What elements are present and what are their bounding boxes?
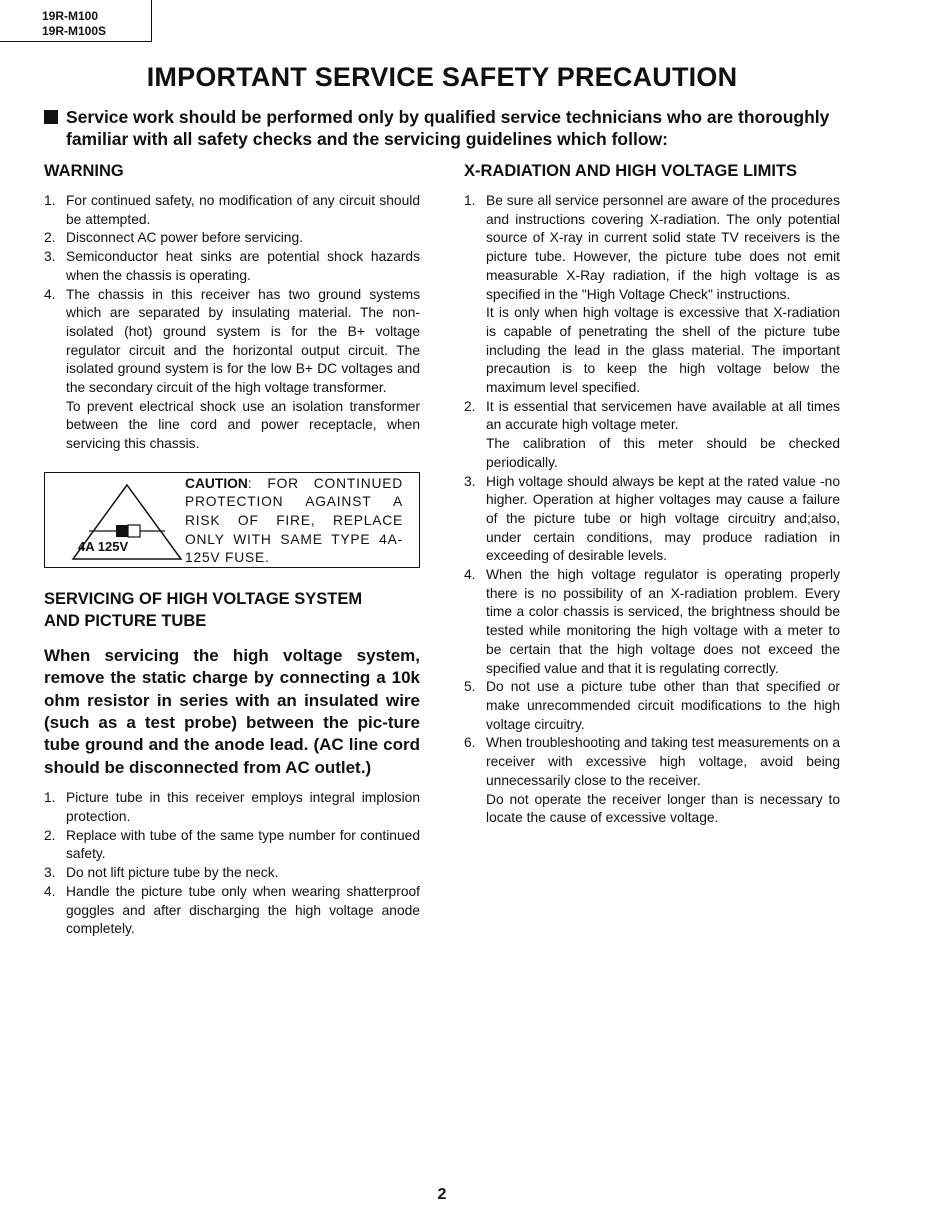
intro-statement	[44, 106, 844, 150]
square-bullet-icon	[44, 110, 58, 124]
list-item-number: 2.	[464, 398, 476, 414]
caution-label: CAUTION	[185, 475, 248, 491]
list-item-number: 6.	[464, 735, 476, 751]
warning-list	[44, 192, 420, 454]
list-item	[44, 229, 420, 248]
list-item-text: Do not operate the receiver longer than is necessary to locate the cause of excessive voltage.	[486, 791, 840, 826]
page-number: 2	[437, 1186, 447, 1203]
list-item	[44, 286, 420, 454]
list-item	[44, 883, 420, 939]
list-item-text: The calibration of this meter should be checked periodically.	[486, 436, 840, 470]
list-item	[44, 192, 420, 229]
list-item-text: Do not lift picture tube by the neck.	[66, 865, 279, 881]
left-column	[44, 160, 420, 939]
list-item-number: 5.	[464, 679, 476, 695]
list-item-number: 1.	[464, 193, 476, 208]
list-item-number: 4.	[44, 883, 56, 899]
list-item-text: It is essential that servicemen have available at all times an accurate high voltage meter.	[486, 398, 840, 433]
list-item-text: High voltage should always be kept at the rated value -no higher. Operation at higher voltages may cause a failure of the picture tube or high voltage circuitry and;also, under certain conditions, may produce radiation in exceeding of desirable levels.	[486, 473, 840, 564]
list-item	[44, 789, 420, 826]
list-item	[464, 678, 840, 734]
list-item	[464, 398, 840, 473]
list-item	[464, 473, 840, 567]
model-number: 19R-M100S	[42, 24, 107, 38]
list-item-text: Disconnect AC power before servicing.	[66, 230, 303, 246]
model-number-box	[0, 0, 152, 42]
list-item	[44, 827, 420, 864]
caution-box	[44, 472, 420, 568]
list-item-number: 4.	[44, 286, 56, 302]
list-item-number: 3.	[464, 473, 476, 489]
list-item-text: The chassis in this receiver has two ground systems which are separated by insulating material. The non-isolated (hot) ground system is for the B+ voltage regulator circuit and the horizontal output circuit. The isolated ground system is for the low B+ DC voltages and the secondary circuit of the high voltage transformer.	[66, 286, 420, 396]
list-item-text: Handle the picture tube only when wearing shatterproof goggles and after discharging the high voltage anode completely.	[66, 883, 420, 937]
caution-body: : FOR CONTINUED PROTECTION AGAINST A RISK OF FIRE, REPLACE ONLY WITH SAME TYPE 4A-125V FUSE.	[185, 475, 403, 566]
xradiation-heading: X-RADIATION AND HIGH VOLTAGE LIMITS	[464, 162, 798, 180]
picture-tube-list	[44, 789, 420, 939]
right-column	[464, 160, 840, 828]
list-item-number: 2.	[44, 827, 56, 843]
list-item	[464, 734, 840, 828]
static-discharge-instruction: When servicing the high voltage system, remove the static charge by connecting a 10k ohm resistor in series with an insulated wire (such as a test probe) between the pic-ture tube ground and the anode lead. (AC line cord should be disconnected from AC outlet.)	[44, 645, 420, 777]
list-item	[44, 248, 420, 285]
list-item-text: Do not use a picture tube other than that specified or make unrecommended circuit modifications to the high voltage circuitry.	[486, 679, 840, 732]
caution-text	[185, 475, 403, 568]
list-item	[44, 864, 420, 883]
list-item-number: 4.	[464, 567, 476, 583]
list-item-text: Picture tube in this receiver employs integral implosion protection.	[66, 790, 420, 824]
list-item-text: Be sure all service personnel are aware of the procedures and instructions covering X-radiation. The only potential source of X-ray in current solid state TV receivers is the picture tube. However, the picture tube does not emit measurable X-Ray radiation, if the high voltage is as specified in the "High Voltage Check" instructions.	[486, 193, 840, 302]
list-item-number: 2.	[44, 230, 56, 246]
fuse-rating-label: 4A 125V	[78, 538, 129, 554]
list-item-text: To prevent electrical shock use an isolation transformer between the line cord and power receptacle, when servicing this chassis.	[66, 398, 420, 452]
list-item-text: Semiconductor heat sinks are potential shock hazards when the chassis is operating.	[66, 249, 420, 283]
model-number: 19R-M100	[42, 9, 99, 23]
warning-heading: WARNING	[44, 162, 124, 180]
hv-service-heading	[44, 588, 420, 632]
list-item-text: It is only when high voltage is excessive that X-radiation is capable of penetrating the shell of the picture tube including the lead in the glass material. The important precaution is to keep the high voltage below the maximum level specified.	[486, 305, 840, 396]
list-item-text: Replace with tube of the same type number for continued safety.	[66, 827, 420, 862]
hv-service-heading-line: SERVICING OF HIGH VOLTAGE SYSTEM	[44, 589, 363, 608]
page-title: IMPORTANT SERVICE SAFETY PRECAUTION	[146, 62, 738, 92]
xradiation-list	[464, 192, 840, 828]
list-item	[464, 566, 840, 678]
list-item	[464, 192, 840, 398]
hv-service-heading-line: AND PICTURE TUBE	[44, 611, 207, 630]
list-item-text: When troubleshooting and taking test measurements on a receiver with excessive high voltage, avoid being unnecessarily close to the receiver.	[486, 735, 840, 788]
list-item-number: 3.	[44, 865, 56, 881]
list-item-text: When the high voltage regulator is operating properly there is no possibility of an X-radiation problem. Every time a color chassis is serviced, the brightness should be tested while monitoring the high voltage with a meter to be certain that the high voltage does not exceed the specified value and that it is regulating correctly.	[486, 567, 840, 676]
list-item-number: 1.	[44, 790, 56, 806]
list-item-number: 3.	[44, 249, 56, 265]
list-item-number: 1.	[44, 193, 56, 208]
intro-text: Service work should be performed only by qualified service technicians who are thoroughly familiar with all safety checks and the servicing guidelines which follow:	[66, 107, 830, 149]
list-item-text: For continued safety, no modification of any circuit should be attempted.	[66, 193, 420, 227]
